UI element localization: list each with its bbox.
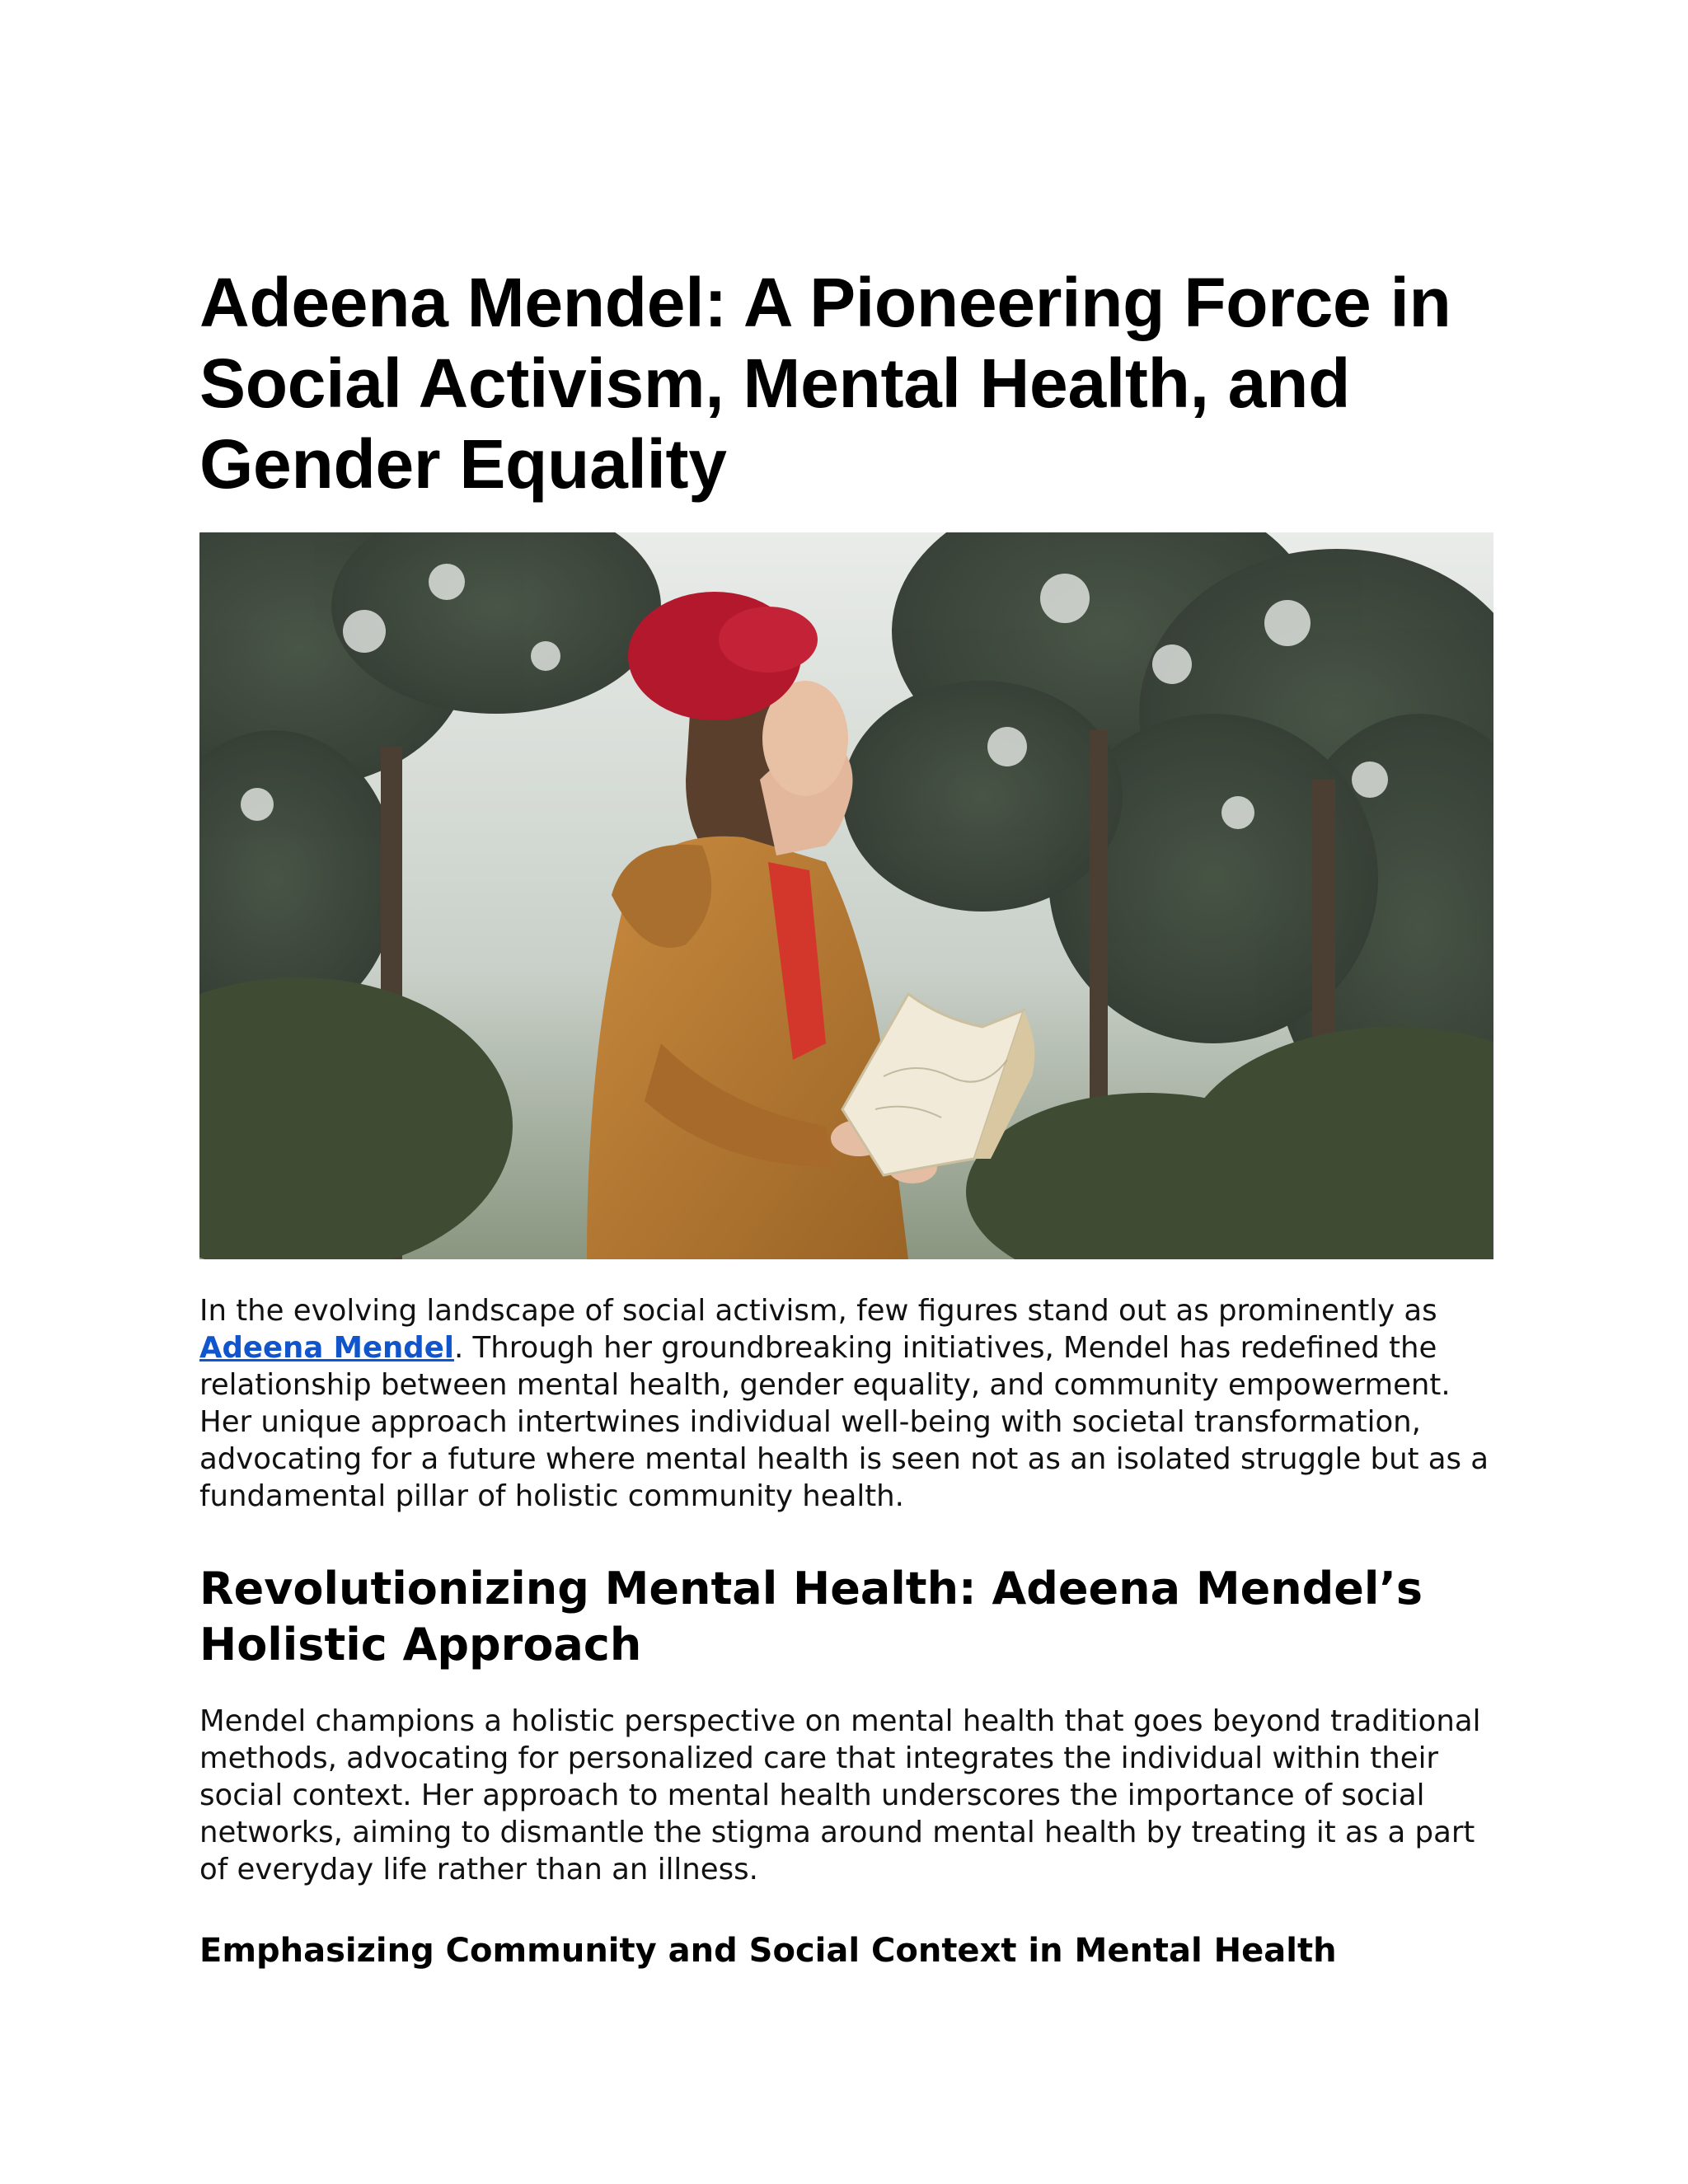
intro-text-after-link: . Through her groundbreaking initiatives, Mendel has redefined the relationship between mental health, gender equality, and community empowerment. Her unique approach intertwines individual well-being with societal transformation, advocating for a future where mental health is seen not as an isolated struggle but as a fundamental pillar of holistic community health. [199,1331,1489,1513]
hero-image [199,532,1493,1259]
page-title: Adeena Mendel: A Pioneering Force in Social Activism, Mental Health, and Gender Equality [199,264,1451,503]
subsection-heading: Emphasizing Community and Social Context in Mental Health [199,1932,1337,1970]
section-heading: Revolutionizing Mental Health: Adeena Mendel’s Holistic Approach [199,1563,1423,1671]
hero-photo-illustration [199,532,1493,1259]
article [199,262,1493,1972]
section-paragraph: Mendel champions a holistic perspective on mental health that goes beyond traditional methods, advocating for personalized care that integrates the individual within their social context. Her approach to mental health underscores the importance of social networks, aiming to dismantle the stigma around mental health by treating it as a part of everyday life rather than an illness. [199,1704,1481,1886]
intro-text-before-link: In the evolving landscape of social activism, few figures stand out as prominently as [199,1294,1437,1328]
adeena-mendel-link[interactable]: Adeena Mendel [199,1331,454,1365]
intro-paragraph [199,1292,1493,1515]
